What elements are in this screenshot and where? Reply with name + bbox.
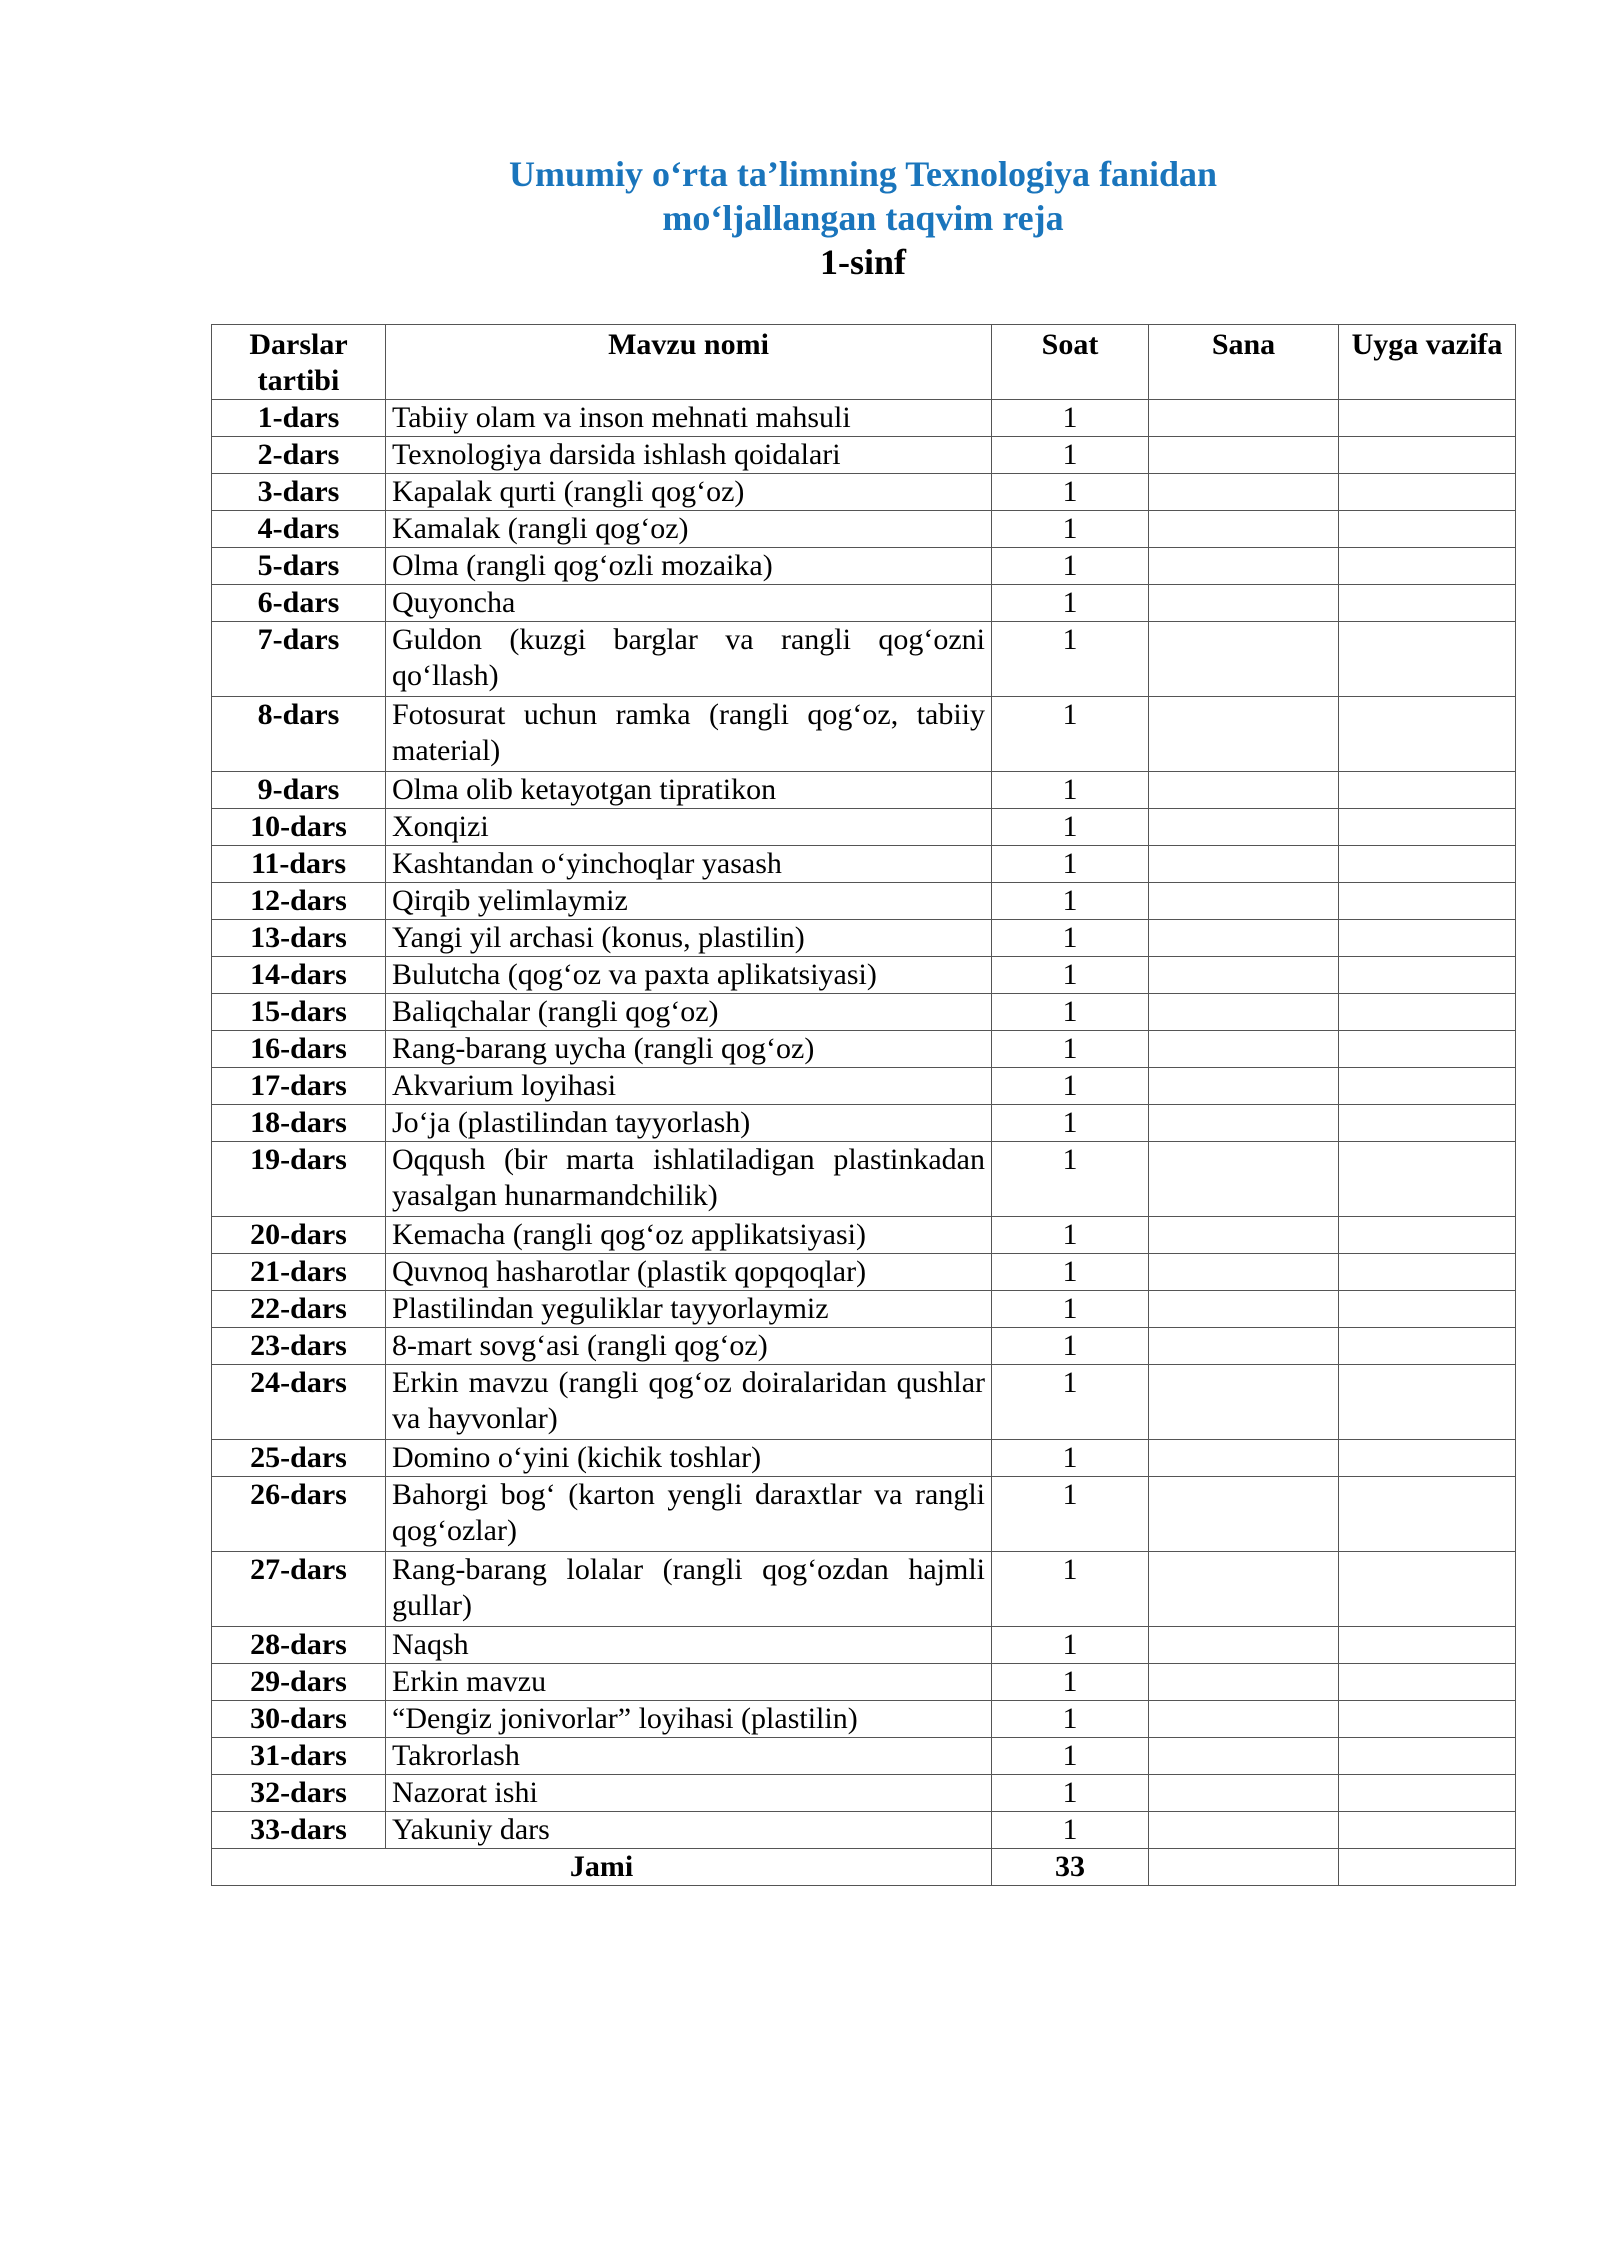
- lesson-order-cell: 22-dars: [212, 1291, 386, 1328]
- table-row: [212, 1142, 1516, 1217]
- lesson-homework-cell: [1339, 697, 1516, 772]
- lesson-homework-cell: [1339, 548, 1516, 585]
- lesson-homework-cell: [1339, 1217, 1516, 1254]
- lesson-homework-cell: [1339, 1440, 1516, 1477]
- calendar-plan-table: [211, 324, 1516, 1886]
- lesson-homework-cell: [1339, 846, 1516, 883]
- total-hours: 33: [992, 1849, 1149, 1886]
- header-homework: Uyga vazifa: [1339, 325, 1516, 400]
- lesson-date-cell: [1149, 697, 1339, 772]
- lesson-homework-cell: [1339, 474, 1516, 511]
- table-row: [212, 772, 1516, 809]
- lesson-hours-cell: 1: [992, 697, 1149, 772]
- lesson-order-cell: 17-dars: [212, 1068, 386, 1105]
- lesson-topic-cell: Bulutcha (qog‘oz va paxta aplikatsiyasi): [386, 957, 992, 994]
- lesson-order-cell: 13-dars: [212, 920, 386, 957]
- lesson-topic-cell: Baliqchalar (rangli qog‘oz): [386, 994, 992, 1031]
- lesson-topic-cell: Yangi yil archasi (konus, plastilin): [386, 920, 992, 957]
- lesson-topic-cell: Guldon (kuzgi barglar va rangli qog‘ozni qo‘llash): [386, 622, 992, 697]
- lesson-homework-cell: [1339, 809, 1516, 846]
- lesson-hours-cell: 1: [992, 1365, 1149, 1440]
- lesson-topic-cell: Nazorat ishi: [386, 1775, 992, 1812]
- lesson-topic-cell: Kemacha (rangli qog‘oz applikatsiyasi): [386, 1217, 992, 1254]
- lesson-date-cell: [1149, 920, 1339, 957]
- lesson-hours-cell: 1: [992, 1775, 1149, 1812]
- lesson-order-cell: 9-dars: [212, 772, 386, 809]
- lesson-hours-cell: 1: [992, 1105, 1149, 1142]
- lesson-topic-cell: Tabiiy olam va inson mehnati mahsuli: [386, 400, 992, 437]
- lesson-topic-cell: Naqsh: [386, 1627, 992, 1664]
- table-row: [212, 400, 1516, 437]
- table-row: [212, 1627, 1516, 1664]
- lesson-order-cell: 1-dars: [212, 400, 386, 437]
- lesson-date-cell: [1149, 511, 1339, 548]
- lesson-homework-cell: [1339, 1552, 1516, 1627]
- lesson-date-cell: [1149, 1142, 1339, 1217]
- table-row: [212, 548, 1516, 585]
- lesson-hours-cell: 1: [992, 1701, 1149, 1738]
- table-row: [212, 1738, 1516, 1775]
- lesson-topic-cell: Oqqush (bir marta ishlatiladigan plastinkadan yasalgan hunarmandchilik): [386, 1142, 992, 1217]
- table-row: [212, 1775, 1516, 1812]
- lesson-hours-cell: 1: [992, 846, 1149, 883]
- lesson-date-cell: [1149, 1291, 1339, 1328]
- lesson-hours-cell: 1: [992, 1031, 1149, 1068]
- lesson-homework-cell: [1339, 1664, 1516, 1701]
- lesson-topic-cell: Kamalak (rangli qog‘oz): [386, 511, 992, 548]
- table-row: [212, 1068, 1516, 1105]
- header-hours: Soat: [992, 325, 1149, 400]
- lesson-order-cell: 30-dars: [212, 1701, 386, 1738]
- table-row: [212, 1440, 1516, 1477]
- lesson-topic-cell: Kashtandan o‘yinchoqlar yasash: [386, 846, 992, 883]
- document-title-line-2: mo‘ljallangan taqvim reja: [662, 198, 1064, 238]
- table-row: [212, 437, 1516, 474]
- lesson-hours-cell: 1: [992, 400, 1149, 437]
- lesson-order-cell: 19-dars: [212, 1142, 386, 1217]
- lesson-order-cell: 5-dars: [212, 548, 386, 585]
- lesson-date-cell: [1149, 548, 1339, 585]
- lesson-order-cell: 8-dars: [212, 697, 386, 772]
- lesson-date-cell: [1149, 585, 1339, 622]
- lesson-homework-cell: [1339, 1738, 1516, 1775]
- table-header-row: [212, 325, 1516, 400]
- lesson-homework-cell: [1339, 1142, 1516, 1217]
- lesson-order-cell: 18-dars: [212, 1105, 386, 1142]
- lesson-homework-cell: [1339, 1775, 1516, 1812]
- lesson-date-cell: [1149, 1552, 1339, 1627]
- lesson-hours-cell: 1: [992, 1217, 1149, 1254]
- lesson-topic-cell: Fotosurat uchun ramka (rangli qog‘oz, tabiiy material): [386, 697, 992, 772]
- header-date: Sana: [1149, 325, 1339, 400]
- lesson-date-cell: [1149, 772, 1339, 809]
- lesson-order-cell: 6-dars: [212, 585, 386, 622]
- lesson-topic-cell: Jo‘ja (plastilindan tayyorlash): [386, 1105, 992, 1142]
- table-row: [212, 511, 1516, 548]
- lesson-order-cell: 31-dars: [212, 1738, 386, 1775]
- table-row: [212, 474, 1516, 511]
- lesson-date-cell: [1149, 1664, 1339, 1701]
- lesson-date-cell: [1149, 437, 1339, 474]
- lesson-topic-cell: Olma (rangli qog‘ozli mozaika): [386, 548, 992, 585]
- lesson-order-cell: 21-dars: [212, 1254, 386, 1291]
- lesson-topic-cell: Quvnoq hasharotlar (plastik qopqoqlar): [386, 1254, 992, 1291]
- table-row: [212, 585, 1516, 622]
- lesson-order-cell: 15-dars: [212, 994, 386, 1031]
- lesson-hours-cell: 1: [992, 585, 1149, 622]
- lesson-hours-cell: 1: [992, 1291, 1149, 1328]
- lesson-date-cell: [1149, 1477, 1339, 1552]
- lesson-order-cell: 11-dars: [212, 846, 386, 883]
- lesson-topic-cell: Erkin mavzu (rangli qog‘oz doiralaridan qushlar va hayvonlar): [386, 1365, 992, 1440]
- lesson-order-cell: 33-dars: [212, 1812, 386, 1849]
- lesson-date-cell: [1149, 1775, 1339, 1812]
- lesson-hours-cell: 1: [992, 474, 1149, 511]
- document-title-line-1: Umumiy o‘rta ta’limning Texnologiya fanidan: [508, 154, 1218, 194]
- lesson-date-cell: [1149, 957, 1339, 994]
- lesson-hours-cell: 1: [992, 1142, 1149, 1217]
- lesson-homework-cell: [1339, 1068, 1516, 1105]
- lesson-order-cell: 20-dars: [212, 1217, 386, 1254]
- lesson-order-cell: 28-dars: [212, 1627, 386, 1664]
- table-row: [212, 1031, 1516, 1068]
- lesson-homework-cell: [1339, 1031, 1516, 1068]
- lesson-date-cell: [1149, 400, 1339, 437]
- lesson-homework-cell: [1339, 1254, 1516, 1291]
- lesson-order-cell: 14-dars: [212, 957, 386, 994]
- lesson-hours-cell: 1: [992, 1254, 1149, 1291]
- table-row: [212, 1105, 1516, 1142]
- lesson-order-cell: 16-dars: [212, 1031, 386, 1068]
- lesson-hours-cell: 1: [992, 1552, 1149, 1627]
- table-row: [212, 920, 1516, 957]
- lesson-topic-cell: Rang-barang lolalar (rangli qog‘ozdan hajmli gullar): [386, 1552, 992, 1627]
- document-header: [212, 152, 1514, 284]
- lesson-hours-cell: 1: [992, 957, 1149, 994]
- lesson-order-cell: 10-dars: [212, 809, 386, 846]
- lesson-date-cell: [1149, 1365, 1339, 1440]
- lesson-date-cell: [1149, 809, 1339, 846]
- lesson-topic-cell: Domino o‘yini (kichik toshlar): [386, 1440, 992, 1477]
- header-topic: Mavzu nomi: [386, 325, 992, 400]
- lesson-date-cell: [1149, 1254, 1339, 1291]
- table-row: [212, 622, 1516, 697]
- lesson-homework-cell: [1339, 772, 1516, 809]
- total-homework-cell: [1339, 1849, 1516, 1886]
- lesson-hours-cell: 1: [992, 772, 1149, 809]
- lesson-order-cell: 23-dars: [212, 1328, 386, 1365]
- total-date-cell: [1149, 1849, 1339, 1886]
- lesson-date-cell: [1149, 883, 1339, 920]
- lesson-topic-cell: Olma olib ketayotgan tipratikon: [386, 772, 992, 809]
- lesson-homework-cell: [1339, 1365, 1516, 1440]
- lesson-hours-cell: 1: [992, 1738, 1149, 1775]
- lesson-homework-cell: [1339, 437, 1516, 474]
- lesson-hours-cell: 1: [992, 511, 1149, 548]
- lesson-hours-cell: 1: [992, 1328, 1149, 1365]
- lesson-topic-cell: Quyoncha: [386, 585, 992, 622]
- table-row: [212, 883, 1516, 920]
- lesson-homework-cell: [1339, 994, 1516, 1031]
- lesson-date-cell: [1149, 1738, 1339, 1775]
- lesson-topic-cell: Akvarium loyihasi: [386, 1068, 992, 1105]
- lesson-order-cell: 26-dars: [212, 1477, 386, 1552]
- table-row: [212, 1812, 1516, 1849]
- table-row: [212, 1477, 1516, 1552]
- lesson-homework-cell: [1339, 1105, 1516, 1142]
- header-order: Darslar tartibi: [212, 325, 386, 400]
- lesson-hours-cell: 1: [992, 437, 1149, 474]
- lesson-hours-cell: 1: [992, 622, 1149, 697]
- lesson-homework-cell: [1339, 585, 1516, 622]
- lesson-hours-cell: 1: [992, 920, 1149, 957]
- lesson-date-cell: [1149, 1627, 1339, 1664]
- lesson-homework-cell: [1339, 1812, 1516, 1849]
- table-row: [212, 994, 1516, 1031]
- lesson-topic-cell: “Dengiz jonivorlar” loyihasi (plastilin): [386, 1701, 992, 1738]
- lesson-homework-cell: [1339, 1627, 1516, 1664]
- lesson-topic-cell: Kapalak qurti (rangli qog‘oz): [386, 474, 992, 511]
- lesson-order-cell: 24-dars: [212, 1365, 386, 1440]
- lesson-date-cell: [1149, 846, 1339, 883]
- lesson-date-cell: [1149, 474, 1339, 511]
- lesson-topic-cell: Takrorlash: [386, 1738, 992, 1775]
- lesson-hours-cell: 1: [992, 548, 1149, 585]
- lesson-date-cell: [1149, 1812, 1339, 1849]
- lesson-topic-cell: Xonqizi: [386, 809, 992, 846]
- lesson-hours-cell: 1: [992, 1440, 1149, 1477]
- table-row: [212, 809, 1516, 846]
- lesson-topic-cell: Qirqib yelimlaymiz: [386, 883, 992, 920]
- lesson-hours-cell: 1: [992, 883, 1149, 920]
- table-row: [212, 1365, 1516, 1440]
- lesson-hours-cell: 1: [992, 1477, 1149, 1552]
- total-label: Jami: [212, 1849, 992, 1886]
- table-row: [212, 957, 1516, 994]
- lesson-order-cell: 27-dars: [212, 1552, 386, 1627]
- lesson-hours-cell: 1: [992, 1664, 1149, 1701]
- table-row: [212, 1701, 1516, 1738]
- lesson-homework-cell: [1339, 1328, 1516, 1365]
- grade-label: 1-sinf: [819, 242, 906, 282]
- lesson-date-cell: [1149, 994, 1339, 1031]
- total-row: [212, 1849, 1516, 1886]
- lesson-topic-cell: 8-mart sovg‘asi (rangli qog‘oz): [386, 1328, 992, 1365]
- lesson-date-cell: [1149, 1217, 1339, 1254]
- table-row: [212, 1254, 1516, 1291]
- lesson-date-cell: [1149, 1440, 1339, 1477]
- lesson-hours-cell: 1: [992, 994, 1149, 1031]
- table-row: [212, 1664, 1516, 1701]
- lesson-topic-cell: Erkin mavzu: [386, 1664, 992, 1701]
- table-row: [212, 1328, 1516, 1365]
- lesson-date-cell: [1149, 1328, 1339, 1365]
- lesson-hours-cell: 1: [992, 1812, 1149, 1849]
- lesson-hours-cell: 1: [992, 1627, 1149, 1664]
- lesson-homework-cell: [1339, 622, 1516, 697]
- table-row: [212, 697, 1516, 772]
- lesson-topic-cell: Yakuniy dars: [386, 1812, 992, 1849]
- lesson-homework-cell: [1339, 957, 1516, 994]
- lesson-hours-cell: 1: [992, 1068, 1149, 1105]
- lesson-homework-cell: [1339, 511, 1516, 548]
- lesson-homework-cell: [1339, 920, 1516, 957]
- lesson-homework-cell: [1339, 400, 1516, 437]
- table-row: [212, 1217, 1516, 1254]
- lesson-date-cell: [1149, 1105, 1339, 1142]
- lesson-homework-cell: [1339, 1291, 1516, 1328]
- lesson-homework-cell: [1339, 883, 1516, 920]
- lesson-date-cell: [1149, 1701, 1339, 1738]
- lesson-date-cell: [1149, 622, 1339, 697]
- lesson-order-cell: 2-dars: [212, 437, 386, 474]
- lesson-date-cell: [1149, 1031, 1339, 1068]
- lesson-order-cell: 12-dars: [212, 883, 386, 920]
- table-row: [212, 1552, 1516, 1627]
- lesson-homework-cell: [1339, 1477, 1516, 1552]
- table-body: [212, 400, 1516, 1849]
- lesson-order-cell: 25-dars: [212, 1440, 386, 1477]
- table-row: [212, 846, 1516, 883]
- lesson-order-cell: 7-dars: [212, 622, 386, 697]
- lesson-order-cell: 3-dars: [212, 474, 386, 511]
- lesson-topic-cell: Plastilindan yeguliklar tayyorlaymiz: [386, 1291, 992, 1328]
- lesson-topic-cell: Texnologiya darsida ishlash qoidalari: [386, 437, 992, 474]
- lesson-topic-cell: Rang-barang uycha (rangli qog‘oz): [386, 1031, 992, 1068]
- lesson-date-cell: [1149, 1068, 1339, 1105]
- lesson-homework-cell: [1339, 1701, 1516, 1738]
- table-row: [212, 1291, 1516, 1328]
- lesson-hours-cell: 1: [992, 809, 1149, 846]
- lesson-topic-cell: Bahorgi bog‘ (karton yengli daraxtlar va rangli qog‘ozlar): [386, 1477, 992, 1552]
- lesson-order-cell: 29-dars: [212, 1664, 386, 1701]
- lesson-order-cell: 4-dars: [212, 511, 386, 548]
- lesson-order-cell: 32-dars: [212, 1775, 386, 1812]
